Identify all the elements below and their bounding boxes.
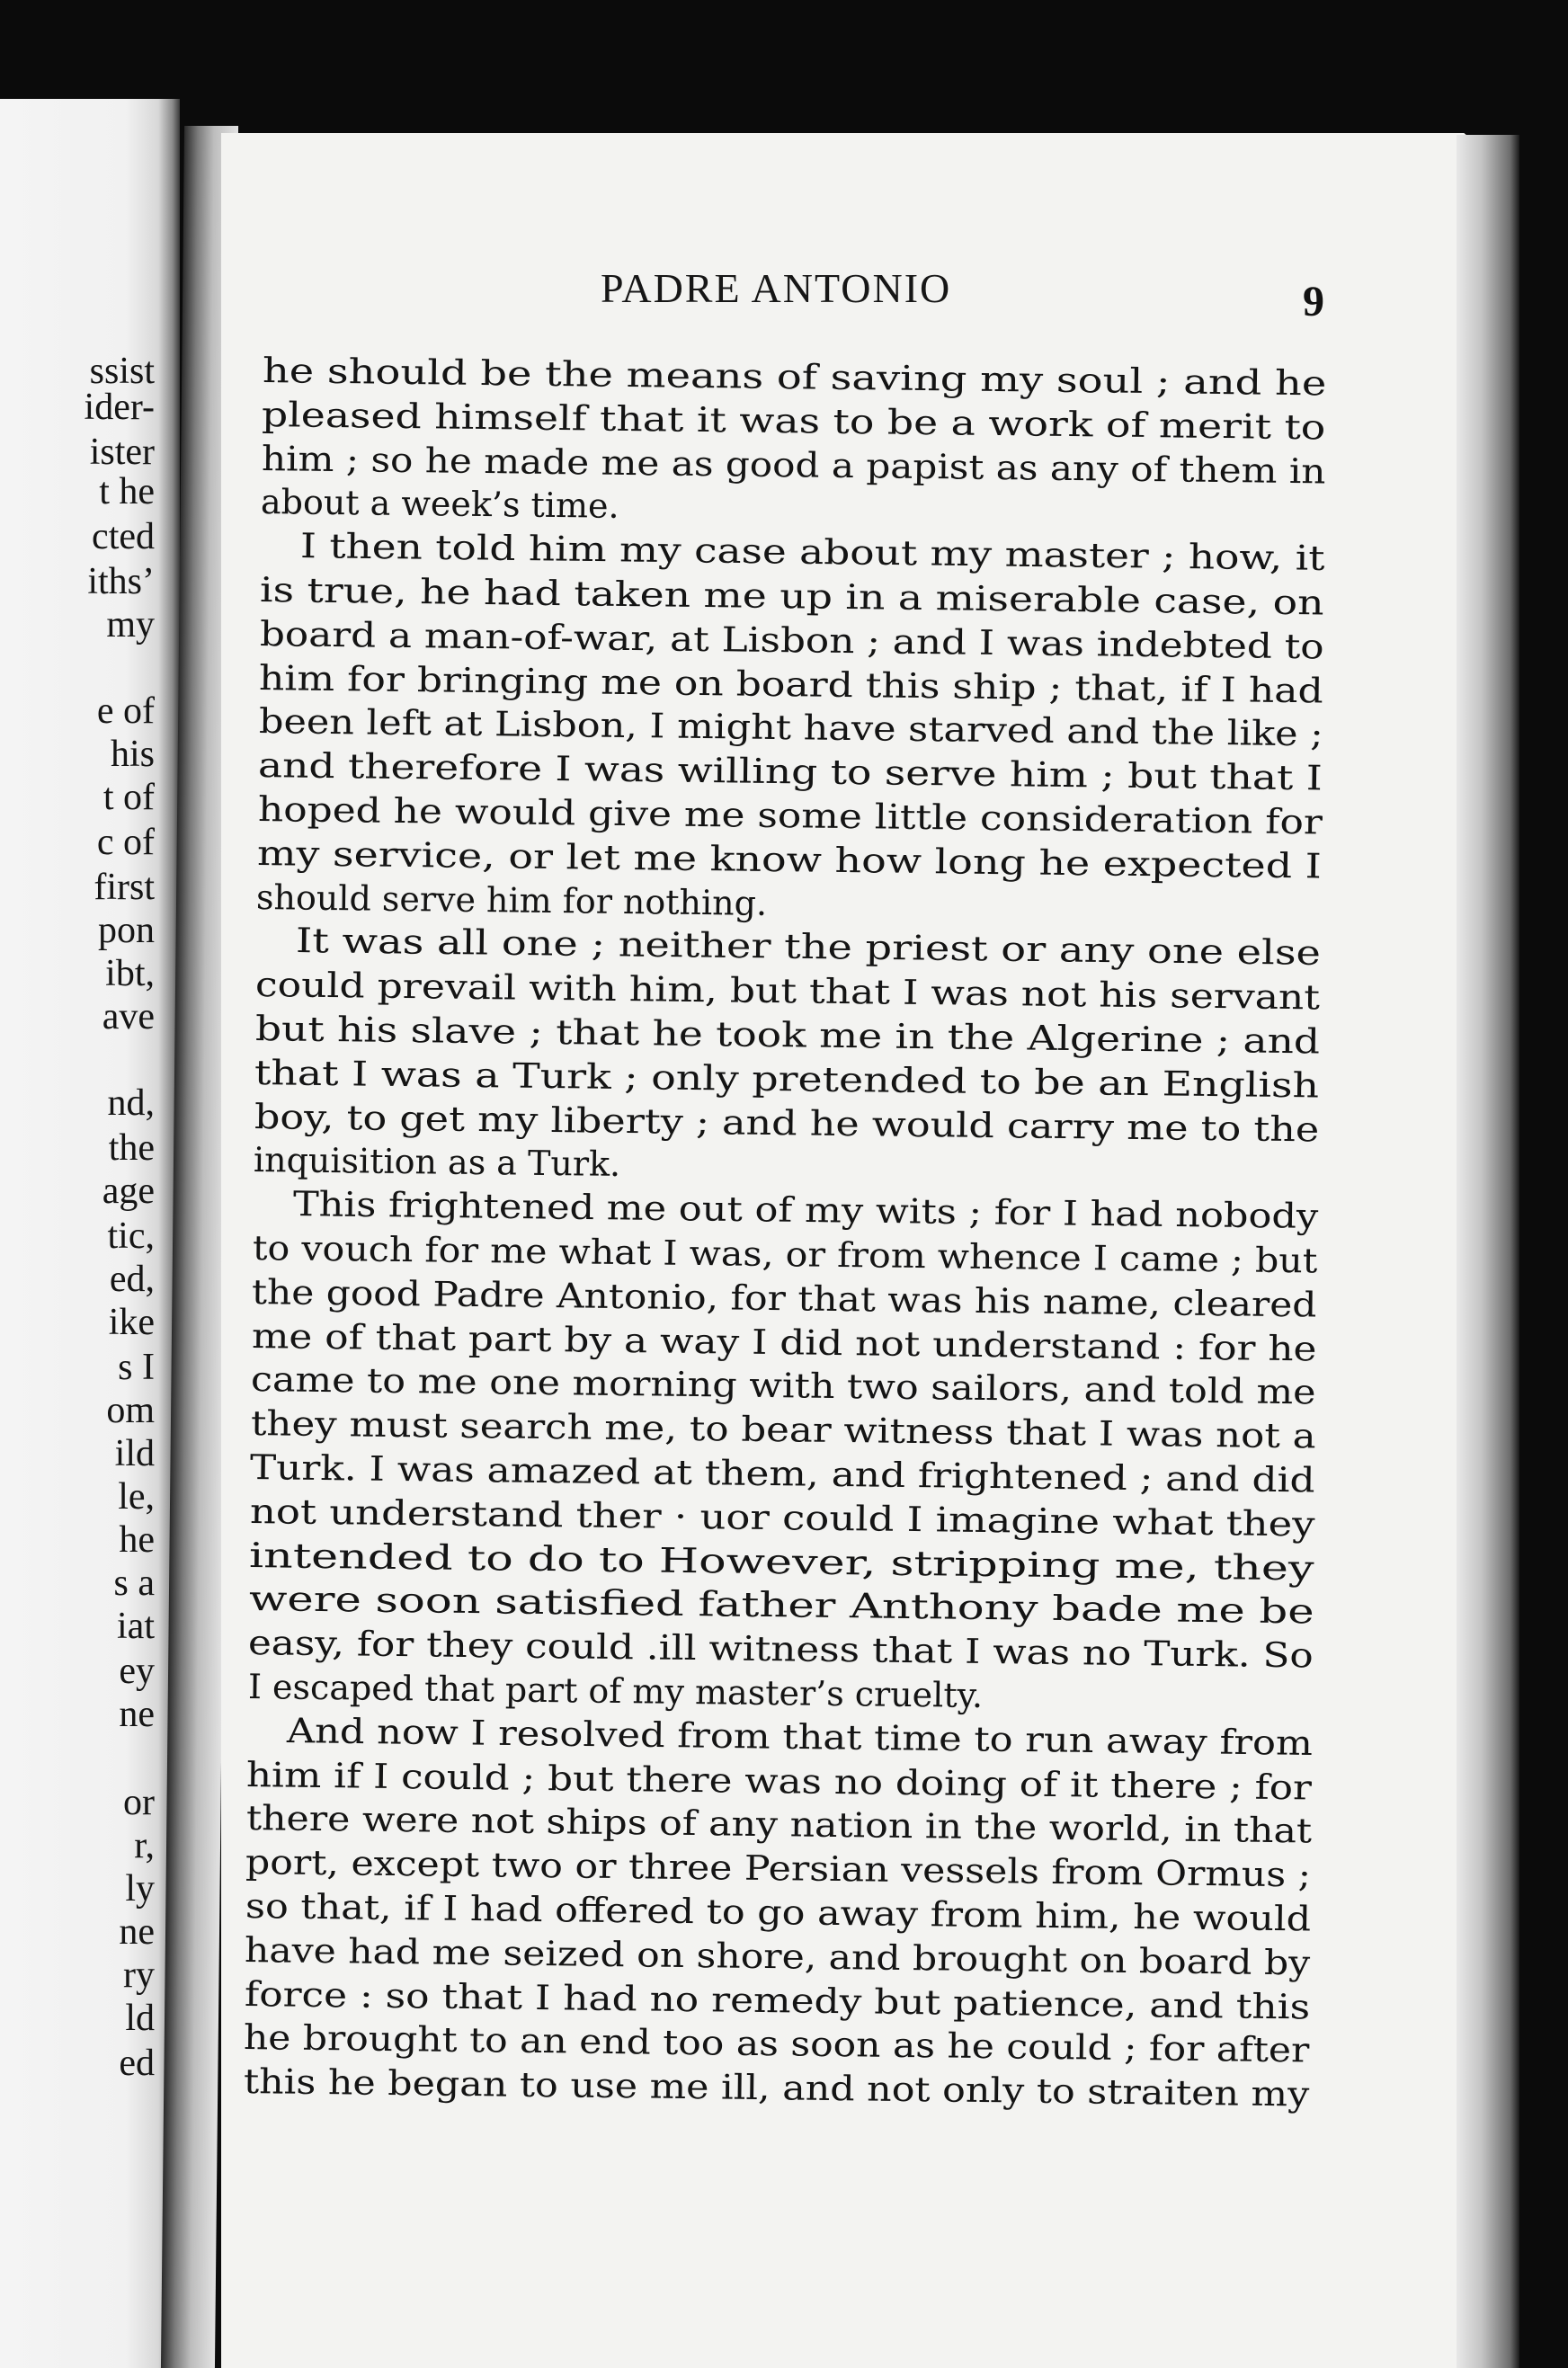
- facing-page-fragment: tic,: [107, 1215, 155, 1257]
- facing-page-fragment: the: [108, 1127, 155, 1169]
- text-line-content: hoped he would give me some little consideration for: [257, 789, 1323, 842]
- text-line-content: intended to do to However, stripping me, they: [248, 1535, 1314, 1589]
- text-line: [0, 876, 1568, 923]
- facing-page-fragment: his: [110, 734, 155, 775]
- facing-page-fragment: le,: [118, 1476, 155, 1518]
- text-line-content: not understand ther · uor could I imagine what they: [249, 1491, 1315, 1545]
- text-line: [0, 437, 1568, 492]
- text-line: [0, 524, 1568, 579]
- facing-page-fragment: my: [106, 604, 155, 645]
- text-line-content: about a week’s time.: [261, 482, 620, 527]
- facing-page-fragment: ld: [125, 1998, 155, 2039]
- text-line-content: came to me one morning with two sailors, and told me: [251, 1359, 1317, 1412]
- facing-page-fragment: ry: [123, 1954, 155, 1996]
- text-line: [0, 2060, 1568, 2114]
- facing-page-fragment: ister: [89, 432, 155, 473]
- text-line: [0, 1796, 1568, 1851]
- facing-page-fragment: s I: [118, 1347, 155, 1388]
- text-line-content: they must search me, to bear witness that I was not a: [250, 1403, 1316, 1456]
- text-line-content: were soon satisfied father Anthony bade me be: [248, 1579, 1314, 1632]
- text-line: [0, 1358, 1568, 1412]
- text-line: [0, 568, 1568, 623]
- text-line-content: This frightened me out of my wits ; for I had nobody: [292, 1184, 1319, 1237]
- text-line-content: and therefore I was willing to serve him ; but that I: [257, 745, 1323, 798]
- facing-page-fragment: ibt,: [105, 953, 155, 994]
- text-line-content: Turk. I was amazed at them, and frightened ; and did: [249, 1447, 1316, 1500]
- text-line-content: him if I could ; but there was no doing of it there ; for: [246, 1754, 1313, 1808]
- facing-page-fragment: first: [94, 867, 155, 908]
- facing-page-fragment: pon: [98, 910, 155, 951]
- facing-page-fragment: ider-: [84, 387, 155, 428]
- text-line: [0, 1753, 1568, 1808]
- text-line-content: been left at Lisbon, I might have starved and the like ;: [258, 701, 1323, 754]
- page-number: 9: [1303, 278, 1324, 325]
- text-line-content: me of that part by a way I did not understand : for he: [251, 1315, 1317, 1369]
- text-line-content: this he began to use me ill, and not only to straiten my: [243, 2061, 1310, 2114]
- facing-page-fragment: or: [123, 1782, 155, 1823]
- text-line-content: should serve him for nothing.: [256, 877, 768, 923]
- text-line-content: so that, if I had offered to go away from him, he would: [245, 1886, 1312, 1939]
- facing-page-fragment: cted: [92, 516, 155, 557]
- facing-page-fragment: t of: [102, 777, 155, 818]
- facing-page-fragment: om: [106, 1390, 155, 1431]
- text-line: [0, 1007, 1568, 1062]
- text-line-content: him ; so he made me as good a papist as any of them in: [261, 438, 1326, 492]
- text-line: [0, 393, 1568, 448]
- text-line-content: I escaped that part of my master’s cruelty.: [247, 1667, 983, 1715]
- facing-page-fragment: nd,: [107, 1082, 155, 1124]
- facing-page-fragment: ne: [119, 1911, 155, 1953]
- facing-page-fragment: he: [119, 1519, 155, 1561]
- text-line-content: him for bringing me on board this ship ; that, if I had: [258, 657, 1324, 711]
- text-line: [0, 1095, 1568, 1150]
- text-line-content: have had me seized on shore, and brought on board by: [244, 1929, 1311, 1983]
- facing-page-fragment: ike: [108, 1302, 155, 1343]
- text-line-content: board a man-of-war, at Lisbon ; and I was indebted to: [259, 613, 1324, 667]
- facing-page-fragment: ey: [119, 1651, 155, 1692]
- facing-page-fragment: ed: [119, 2043, 155, 2084]
- text-line-content: easy, for they could .ill witness that I was no Turk. So: [247, 1623, 1314, 1676]
- text-line: [0, 1490, 1568, 1545]
- text-line-content: he brought to an end too as soon as he could ; for after: [243, 2017, 1310, 2070]
- text-line: [0, 1051, 1568, 1106]
- facing-page-fragment: r,: [134, 1825, 155, 1866]
- facing-page-fragment: ne: [119, 1694, 155, 1735]
- facing-page-fragment: e of: [96, 690, 155, 732]
- text-line-content: that I was a Turk ; only pretended to be an English: [254, 1052, 1320, 1106]
- text-line: [0, 1621, 1568, 1676]
- facing-page-fragment: ssist: [89, 351, 155, 392]
- facing-page-fragment: s a: [113, 1562, 155, 1604]
- text-line: [0, 1138, 1568, 1185]
- text-line: [0, 480, 1568, 527]
- facing-page-fragment: iths’: [87, 561, 155, 602]
- text-line: [0, 699, 1568, 754]
- text-line-content: And now I resolved from that time to run away from: [286, 1710, 1314, 1763]
- text-line-content: I then told him my case about my master ; how, it: [299, 526, 1325, 579]
- text-line-content: the good Padre Antonio, for that was his name, cleared: [252, 1271, 1318, 1325]
- text-line: [0, 1709, 1568, 1763]
- facing-page-fragment: iat: [117, 1606, 155, 1647]
- text-line-content: port, except two or three Persian vessels from Ormus ;: [245, 1842, 1312, 1895]
- text-line-content: It was all one ; neither the priest or any one else: [295, 921, 1322, 974]
- text-line-content: he should be the means of saving my soul ; and he: [262, 351, 1327, 404]
- facing-page-fragment: t he: [99, 471, 155, 512]
- running-head: PADRE ANTONIO: [601, 265, 952, 311]
- text-line: [0, 349, 1568, 404]
- text-line-content: could prevail with him, but that I was not his servant: [255, 965, 1321, 1018]
- facing-page-fragment: c of: [96, 822, 155, 863]
- facing-page-fragment: ild: [114, 1433, 155, 1474]
- facing-page-fragment: ave: [102, 996, 155, 1037]
- text-line-content: force : so that I had no remedy but patience, and this: [244, 1973, 1311, 2027]
- text-line-content: inquisition as a Turk.: [253, 1140, 621, 1185]
- text-line-content: my service, or let me know how long he expected I: [256, 832, 1323, 886]
- text-line-content: there were not ships of any nation in the world, in that: [245, 1798, 1313, 1851]
- facing-page-fragment: ly: [125, 1868, 155, 1910]
- text-line-content: boy, to get my liberty ; and he would carry me to the: [254, 1096, 1320, 1150]
- text-line: [0, 612, 1568, 667]
- facing-page-fragment: ed,: [109, 1259, 155, 1300]
- text-line-content: but his slave ; that he took me in the Algerine ; and: [254, 1009, 1321, 1062]
- text-line-content: is true, he had taken me up in a miserable case, on: [259, 570, 1325, 623]
- text-line: [0, 832, 1568, 886]
- text-line-content: to vouch for me what I was, or from whence I came ; but: [252, 1228, 1318, 1281]
- text-line-content: pleased himself that it was to be a work of merit to: [262, 394, 1327, 448]
- facing-page-fragment: age: [102, 1171, 155, 1212]
- text-line: [0, 788, 1568, 842]
